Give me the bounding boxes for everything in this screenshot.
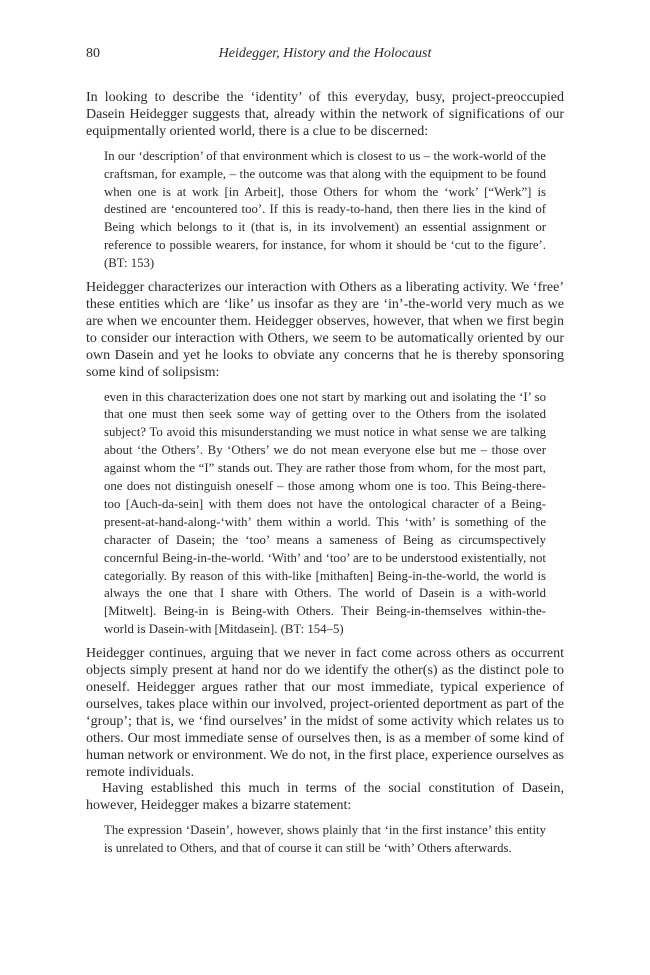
paragraph-1: In looking to describe the ‘identity’ of this everyday, busy, project-preoccupied Dasein Heidegger suggests that, already within the network of significations of our equipmentally oriented world, there is a clue to be discerned: bbox=[86, 90, 564, 139]
block-quote-2: even in this characterization does one not start by marking out and isolating the ‘I’ so that one must then seek some way of getting over to the Others from the isolated subject? To avoid this misunderstanding we must notice in what sense we are talking about ‘the Others’. By ‘Others’ we do not mean everyone else but me – those over against whom the “I” stands out. They are rather those from whom, for the most part, one does not distinguish oneself – those among whom one is too. This Being-there-too [Auch-da-sein] with them does not have the ontological character of a Being-present-at-hand-along-‘with’ them within a world. This ‘with’ is something of the character of Dasein; the ‘too’ means a sameness of Being as circumspectively concernful Being-in-the-world. ‘With’ and ‘too’ are to be understood existentially, not categorially. By reason of this with-like [mithaften] Being-in-the-world, the world is always the one that I share with Others. The world of Dasein is a with-world [Mitwelt]. Being-in is Being-with Others. Their Being-in-themselves within-the-world is Dasein-with [Mitdasein]. (BT: 154–5) bbox=[104, 389, 546, 637]
paragraph-4: Having established this much in terms of the social constitution of Dasein, however, Heidegger makes a bizarre statement: bbox=[86, 781, 564, 814]
block-quote-1: In our ‘description’ of that environment which is closest to us – the work-world of the craftsman, for example, – the outcome was that along with the equipment to be found when one is at work [in Arbeit], those Others for whom the ‘work’ [“Werk”] is destined are ‘encountered too’. If this is ready-to-hand, then there lies in the kind of Being which belongs to it (that is, in its involvement) an essential assignment or reference to possible wearers, for instance, for whom it should be ‘cut to the figure’. (BT: 153) bbox=[104, 148, 546, 271]
page-body bbox=[86, 90, 564, 865]
paragraph-2: Heidegger characterizes our interaction with Others as a liberating activity. We ‘free’ these entities which are ‘like’ us insofar as they are ‘in’-the-world very much as we are when we encounter them. Heidegger observes, however, that when we first begin to consider our interaction with Others, we seem to be automatically oriented by our own Dasein and yet he looks to obviate any concerns that he is thereby sponsoring some kind of solipsism: bbox=[86, 280, 564, 380]
block-quote-3: The expression ‘Dasein’, however, shows plainly that ‘in the first instance’ this entity is unrelated to Others, and that of course it can still be ‘with’ Others afterwards. bbox=[104, 823, 546, 856]
paragraph-3: Heidegger continues, arguing that we never in fact come across others as occurrent objects simply present at hand nor do we identify the other(s) as the distinct pole to oneself. Heidegger argues rather that our most immediate, typical experience of ourselves, takes place within our involved, project-oriented deportment as part of the ‘group’; that is, we ‘find ourselves’ in the midst of some activity which relates us to others. Our most immediate sense of ourselves then, is as a member of some kind of human network or environment. We do not, in the first place, experience ourselves as remote individuals. bbox=[86, 646, 564, 780]
running-head: Heidegger, History and the Holocaust bbox=[218, 46, 432, 61]
page-number: 80 bbox=[86, 46, 100, 61]
